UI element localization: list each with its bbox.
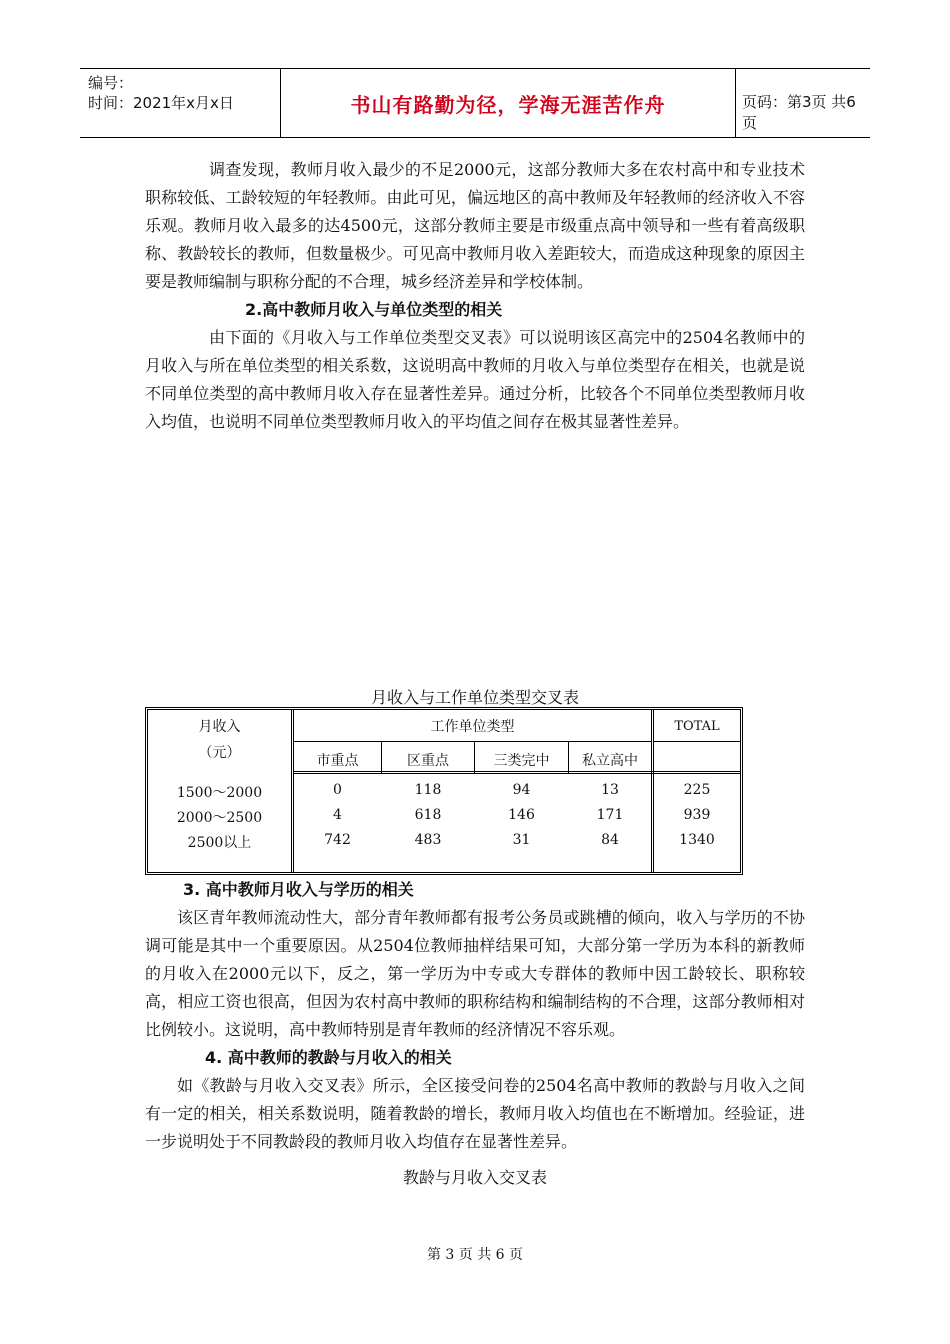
table-divider — [654, 741, 740, 742]
table-2-title: 教龄与月收入交叉表 — [402, 1168, 547, 1187]
table-cell-total: 1340 — [679, 832, 715, 848]
row-label: 2500以上 — [187, 835, 252, 851]
table-cell: 13 — [601, 782, 619, 798]
table-cell: 171 — [596, 807, 624, 823]
table-cell: 618 — [414, 807, 442, 823]
group-header: 工作单位类型 — [430, 719, 515, 735]
column-header: 区重点 — [407, 753, 449, 769]
row-label: 1500～2000 — [176, 785, 263, 801]
body-text-bottom — [145, 876, 805, 1192]
paragraph-2: 由下面的《月收入与工作单位类型交叉表》可以说明该区高完中的2504名教师中的月收入与所在单位类型的相关系数，这说明高中教师的月收入与单位类型存在相关，也就是说不同单位类型的高中教师月收入存在显著性差异。通过分析，比较各个不同单位类型教师月收入均值，也说明不同单位类型教师月收入的平均值之间存在极其显著性差异。 — [145, 328, 805, 431]
paragraph-1: 调查发现，教师月收入最少的不足2000元，这部分教师大多在农村高中和专业技术职称较低、工龄较短的年轻教师。由此可见，偏远地区的高中教师及年轻教师的经济收入不容乐观。教师月收入最多的达4500元，这部分教师主要是市级重点高中领导和一些有着高级职称、教龄较长的教师，但数量极少。可见高中教师月收入差距较大，而造成这种现象的原因主要是教师编制与职称分配的不合理，城乡经济差异和学校体制。 — [145, 160, 805, 291]
row-header-label: 月收入 — [198, 719, 241, 735]
page-header — [80, 68, 870, 138]
table-cell-total: 939 — [683, 807, 711, 823]
header-motto: 书山有路勤为径，学海无涯苦作舟 — [280, 69, 736, 137]
table-cell: 0 — [333, 782, 342, 798]
body-text-top — [145, 156, 805, 436]
column-header: 私立高中 — [582, 753, 638, 769]
paragraph-4: 如《教龄与月收入交叉表》所示，全区接受问卷的2504名高中教师的教龄与月收入之间有一定的相关，相关系数说明，随着教龄的增长，教师月收入均值也在不断增加。经验证，进一步说明处于不同教龄段的教师月收入均值存在显著性差异。 — [145, 1076, 805, 1151]
heading-4: 4. 高中教师的教龄与月收入的相关 — [205, 1048, 452, 1067]
column-header: 市重点 — [316, 753, 359, 769]
header-page-label: 页码：第3页 共6页 — [742, 93, 856, 132]
column-header: 三类完中 — [493, 753, 550, 769]
heading-3: 3. 高中教师月收入与学历的相关 — [183, 880, 414, 899]
table-cell: 742 — [324, 832, 351, 848]
code-label: 编号： — [88, 74, 134, 92]
table-cell: 31 — [512, 832, 531, 848]
income-unit-crosstab — [145, 707, 743, 875]
heading-2: 2.高中教师月收入与单位类型的相关 — [245, 300, 503, 319]
table-cell: 94 — [512, 782, 531, 798]
header-meta — [88, 73, 234, 113]
table-cell: 118 — [414, 782, 442, 798]
table-title: 月收入与工作单位类型交叉表 — [370, 688, 579, 707]
table-cell: 483 — [414, 832, 442, 848]
table-cell-total: 225 — [683, 782, 711, 798]
date-label: 时间：2021年x月x日 — [88, 94, 234, 112]
paragraph-3: 该区青年教师流动性大，部分青年教师都有报考公务员或跳槽的倾向，收入与学历的不协调可能是其中一个重要原因。从2504位教师抽样结果可知，大部分第一学历为本科的新教师的月收入在2000元以下，反之，第一学历为中专或大专群体的教师中因工龄较长、职称较高，相应工资也很高，但因为农村高中教师的职称结构和编制结构的不合理，这部分教师相对比例较小。这说明，高中教师特别是青年教师的经济情况不容乐观。 — [145, 908, 805, 1039]
table-cell: 84 — [601, 832, 619, 848]
table-cell: 146 — [508, 807, 535, 823]
table-divider — [294, 771, 740, 774]
row-label: 2000～2500 — [176, 810, 263, 826]
row-header-unit: （元） — [198, 745, 241, 761]
table-cell: 4 — [333, 807, 342, 823]
page-footer: 第 3 页 共 6 页 — [426, 1247, 524, 1263]
table-divider — [294, 741, 651, 742]
total-header: TOTAL — [674, 719, 720, 734]
